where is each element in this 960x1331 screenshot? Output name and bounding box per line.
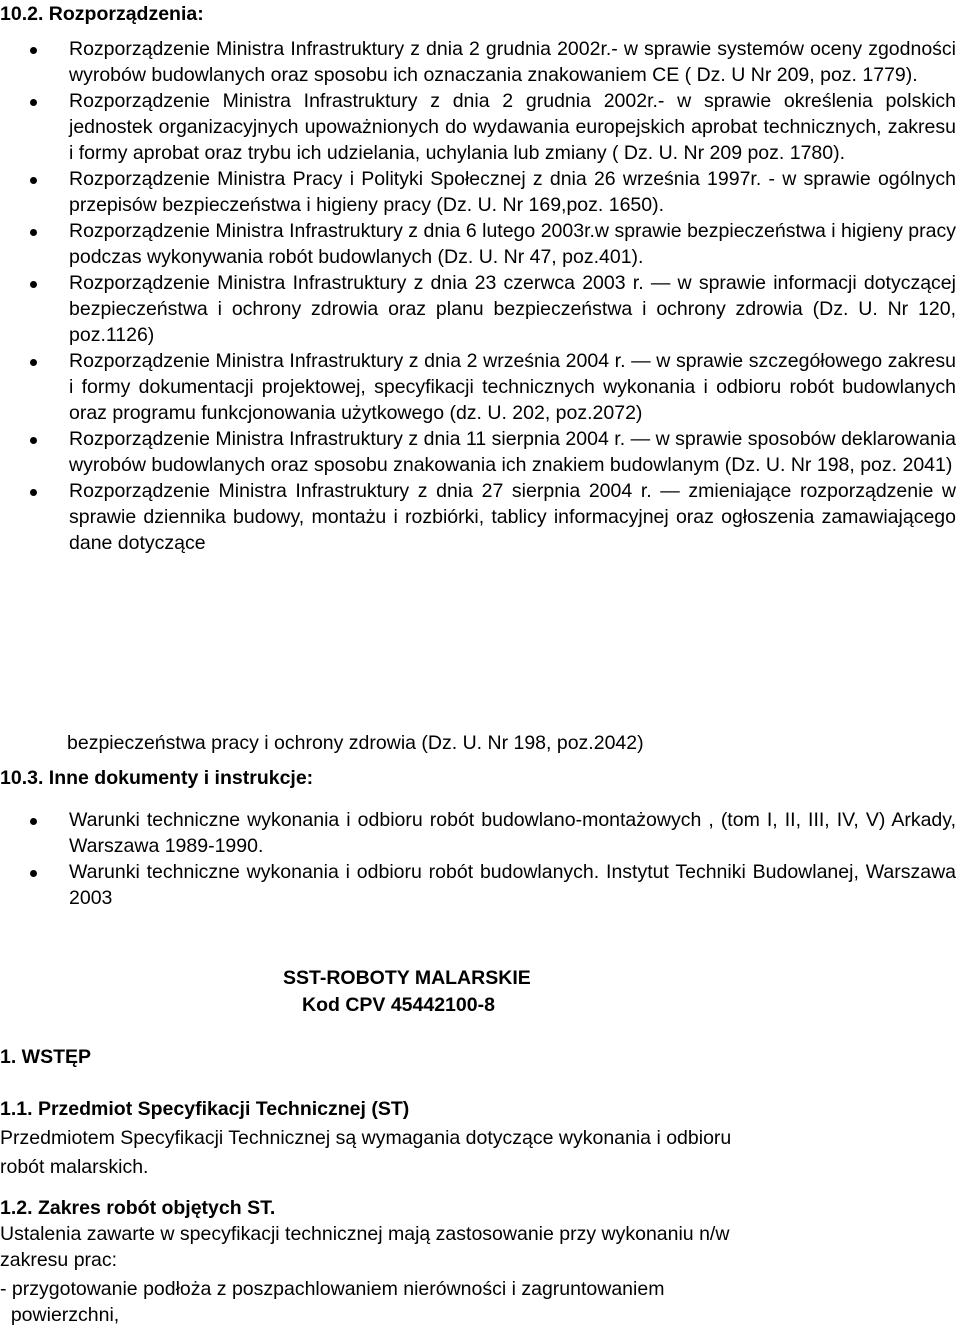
paragraph-line: Przedmiotem Specyfikacji Technicznej są wymagania dotyczące wykonania i odbioru [0, 1127, 732, 1149]
bullet-icon [30, 359, 37, 366]
bullet-icon [30, 818, 37, 825]
list-item-text: Rozporządzenie Ministra Infrastruktury z dnia 23 czerwca 2003 r. — w sprawie informacji dotyczącej bezpieczeństwa i ochrony zdrowia oraz planu bezpieczeństwa i ochrony zdrowia (Dz. U. Nr 120, poz.1126) [69, 272, 956, 346]
paragraph-line: robót malarskich. [0, 1156, 149, 1178]
list-item-text: Rozporządzenie Ministra Pracy i Polityki Społecznej z dnia 26 września 1997r. - w sprawie ogólnych przepisów bezpieczeństwa i higieny pracy (Dz. U. Nr 169,poz. 1650). [69, 168, 956, 216]
list-item-continuation: bezpieczeństwa pracy i ochrony zdrowia (Dz. U. Nr 198, poz.2042) [67, 732, 644, 754]
list-item-text: Rozporządzenie Ministra Infrastruktury z dnia 2 grudnia 2002r.- w sprawie systemów oceny zgodności wyrobów budowlanych oraz sposobu ich oznaczania znakowaniem CE ( Dz. U Nr 209, poz. 1779). [69, 38, 956, 86]
list-item-text: Warunki techniczne wykonania i odbioru robót budowlanych. Instytut Techniki Budowlanej, Warszawa 2003 [69, 861, 956, 909]
list-item [0, 88, 960, 166]
section-heading-1-2: 1.2. Zakres robót objętych ST. [0, 1197, 276, 1219]
section-1-1-body [0, 1125, 880, 1180]
paragraph-line: Ustalenia zawarte w specyfikacji technicznej mają zastosowanie przy wykonaniu n/w [0, 1223, 730, 1245]
section-1-2-body [0, 1221, 880, 1328]
bullet-icon [30, 437, 37, 444]
list-item [0, 807, 960, 859]
paragraph-line: zakresu prac: [0, 1249, 118, 1271]
paragraph-line: - przygotowanie podłoża z poszpachlowaniem nierówności i zagruntowaniem [0, 1278, 665, 1300]
documents-list [0, 807, 960, 911]
list-item [0, 218, 960, 270]
list-item-text: Warunki techniczne wykonania i odbioru robót budowlano-montażowych , (tom I, II, III, IV, V) Arkady, Warszawa 1989-1990. [69, 809, 956, 857]
section-heading-10-2: 10.2. Rozporządzenia: [0, 3, 204, 25]
list-item-text: Rozporządzenie Ministra Infrastruktury z dnia 27 sierpnia 2004 r. — zmieniające rozporządzenie w sprawie dziennika budowy, montażu i rozbiórki, tablicy informacyjnej oraz ogłoszenia zamawiającego dane dotyczące [69, 480, 956, 554]
spec-title: SST-ROBOTY MALARSKIE [283, 967, 531, 989]
list-item-text: Rozporządzenie Ministra Infrastruktury z dnia 6 lutego 2003r.w sprawie bezpieczeństwa i higieny pracy podczas wykonywania robót budowlanych (Dz. U. Nr 47, poz.401). [69, 220, 956, 268]
list-item-text: Rozporządzenie Ministra Infrastruktury z dnia 2 grudnia 2002r.- w sprawie określenia polskich jednostek organizacyjnych upoważnionych do wydawania europejskich aprobat technicznych, zakresu i formy aprobat oraz trybu ich udzielania, uchylania lub zmiany ( Dz. U. Nr 209 poz. 1780). [69, 90, 956, 164]
list-item-text: Rozporządzenie Ministra Infrastruktury z dnia 11 sierpnia 2004 r. — w sprawie sposobów deklarowania wyrobów budowlanych oraz sposobu znakowania ich znakiem budowlanym (Dz. U. Nr 198, poz. 2041) [69, 428, 956, 476]
bullet-icon [30, 47, 37, 54]
list-item-text: Rozporządzenie Ministra Infrastruktury z dnia 2 września 2004 r. — w sprawie szczegółowego zakresu i formy dokumentacji projektowej, specyfikacji technicznych wykonania i odbioru robót budowlanych oraz programu funkcjonowania użytkowego (dz. U. 202, poz.2072) [69, 350, 956, 424]
section-heading-1-1: 1.1. Przedmiot Specyfikacji Technicznej (ST) [0, 1098, 410, 1120]
list-item [0, 426, 960, 478]
bullet-icon [30, 870, 37, 877]
bullet-icon [30, 489, 37, 496]
section-heading-10-3: 10.3. Inne dokumenty i instrukcje: [0, 767, 314, 789]
section-heading-1: 1. WSTĘP [0, 1046, 92, 1068]
regulations-list [0, 36, 960, 556]
list-item [0, 36, 960, 88]
list-item [0, 270, 960, 348]
bullet-icon [30, 229, 37, 236]
bullet-icon [30, 177, 37, 184]
list-item [0, 478, 960, 556]
bullet-icon [30, 99, 37, 106]
paragraph-line: powierzchni, [0, 1304, 120, 1326]
list-item [0, 348, 960, 426]
list-item [0, 166, 960, 218]
list-item [0, 859, 960, 911]
bullet-icon [30, 281, 37, 288]
spec-code: Kod CPV 45442100-8 [302, 994, 495, 1016]
